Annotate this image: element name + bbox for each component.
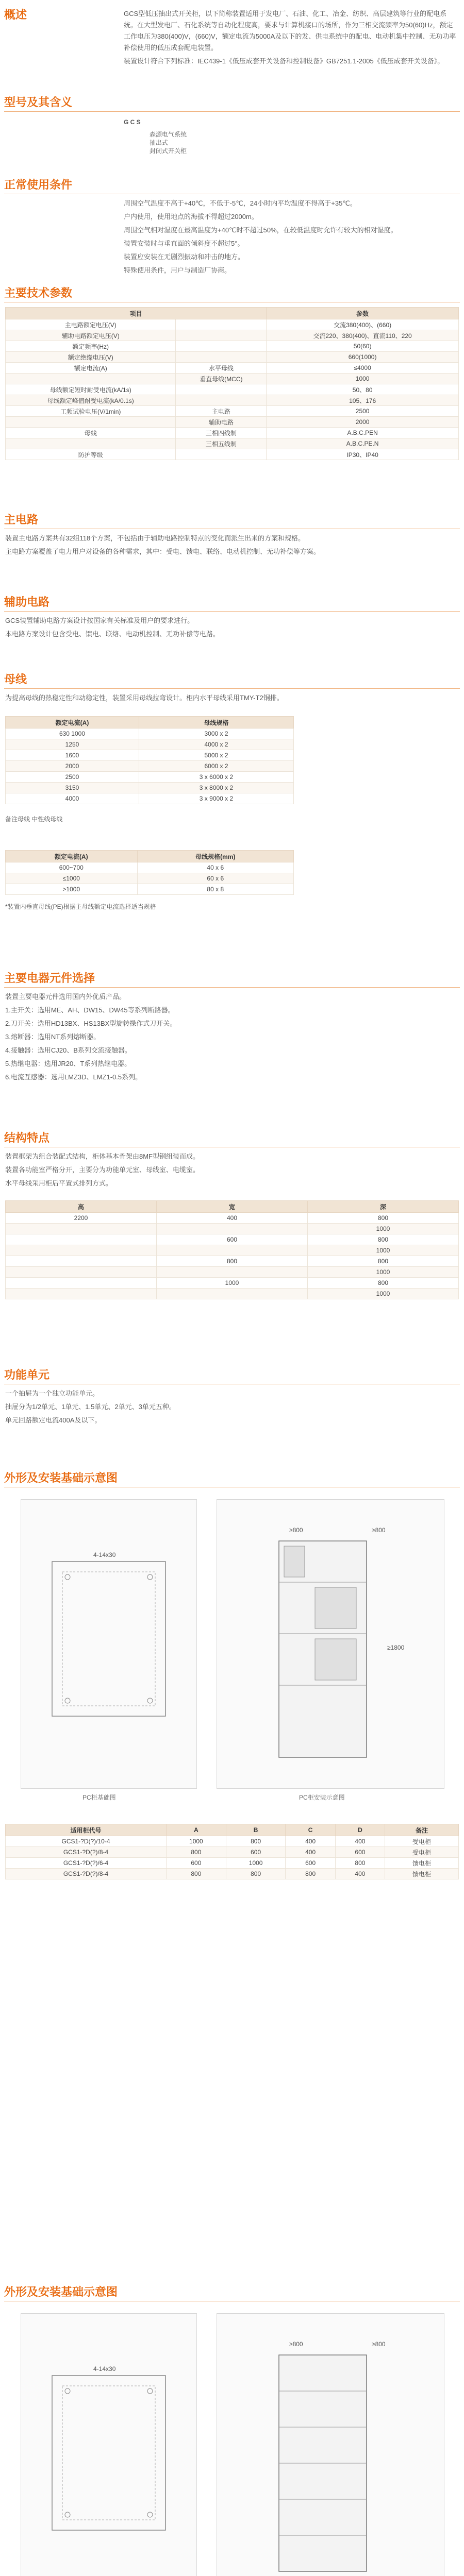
- components-section: [0, 963, 464, 1113]
- table-cell: 交流220、380(400)、直流110、220: [267, 330, 459, 341]
- table-cell: 600: [335, 1847, 385, 1858]
- conditions-section: [0, 170, 464, 274]
- table-cell: 1000: [226, 1858, 286, 1869]
- table-cell: A.B.C.PE.N: [267, 438, 459, 449]
- dimensions-bullets: [5, 1151, 459, 1191]
- params-title: 主要技术参数: [4, 286, 73, 299]
- table-cell: [6, 1267, 157, 1278]
- table-cell: [6, 1289, 157, 1299]
- table-row: [6, 363, 459, 374]
- table-row: [6, 761, 294, 772]
- table-row: [6, 884, 294, 895]
- functional-paragraph: 单元回路额定电流400A及以下。: [5, 1416, 102, 1424]
- params-section: [0, 278, 464, 495]
- table-header: B: [226, 1824, 286, 1836]
- table-cell: 主电路额定电压(V): [6, 319, 176, 330]
- table-cell: 400: [286, 1836, 335, 1847]
- model-label: 森源电气系统: [150, 131, 187, 138]
- params-table-wrap: [5, 307, 459, 460]
- foundation-icon: [21, 1500, 196, 1788]
- model-title: 型号及其含义: [4, 96, 73, 109]
- busbar-header: 额定电流(A): [6, 717, 139, 728]
- table-row: [6, 374, 459, 384]
- dimensions-table: [5, 1200, 459, 1299]
- model-section: [0, 88, 464, 160]
- table-cell: [157, 1224, 308, 1234]
- table-cell: 馈电柜: [385, 1858, 459, 1869]
- table-cell: GCS1-?D(?)/8-4: [6, 1869, 167, 1879]
- condition-item: 装置应安装在无剧烈振动和冲击的地方。: [124, 253, 245, 261]
- dimensions-header: 宽: [157, 1201, 308, 1213]
- table-row: [6, 428, 459, 438]
- table-cell: 800: [167, 1847, 226, 1858]
- table-cell: 3 x 9000 x 2: [139, 793, 293, 804]
- table-cell: 2200: [6, 1213, 157, 1224]
- table-cell: 受电柜: [385, 1836, 459, 1847]
- table-cell: 垂直母线(MCC): [176, 374, 267, 384]
- table-cell: [176, 319, 267, 330]
- table-cell: 105、176: [267, 395, 459, 406]
- table-row: [6, 873, 294, 884]
- table-cell: 1000: [308, 1245, 459, 1256]
- model-diagram: [124, 118, 258, 155]
- components-paragraph: 3.熔断器：选用NT系列熔断器。: [5, 1033, 101, 1041]
- table-cell: >1000: [6, 884, 138, 895]
- table-cell: [6, 1278, 157, 1289]
- table-cell: 50、80: [267, 384, 459, 395]
- table-cell: 母线额定短时耐受电流(kA/1s): [6, 384, 176, 395]
- table-cell: 3150: [6, 783, 139, 793]
- table-cell: 1250: [6, 739, 139, 750]
- components-paragraph: 5.热继电器：选用JR20、T系列热继电器。: [5, 1060, 131, 1067]
- table-cell: 1000: [308, 1267, 459, 1278]
- table-cell: 800: [308, 1278, 459, 1289]
- table-cell: ≤4000: [267, 363, 459, 374]
- condition-item: 装置安装时与垂直面的倾斜度不超过5°。: [124, 240, 244, 247]
- dimensions-title: 结构特点: [4, 1131, 50, 1144]
- main-circuit-text: [5, 533, 459, 560]
- condition-item: 周围空气相对湿度在最高温度为+40℃时不超过50%，在较低温度时允许有较大的相对湿度。: [124, 226, 397, 234]
- dimensions-section: [0, 1123, 464, 1350]
- table-cell: 工频试验电压(V/1min): [6, 406, 176, 417]
- aux-circuit-paragraph: 本电路方案设计包含受电、馈电、联络、电动机控制、无功补偿等电路。: [5, 630, 220, 638]
- functional-paragraph: 抽屉分为1/2单元、1单元、1.5单元、2单元、3单元五种。: [5, 1403, 176, 1411]
- overview-paragraph: GCS型低压抽出式开关柜，以下简称装置适用于发电厂、石油、化工、冶金、纺织、高层建筑等行业的配电系统。在大型发电厂、石化系统等自动化程度高，要求与计算机接口的场所，作为三相交流频率为50(60)Hz，额定工作电压为380(400)V，(660)V，额定电流为5000A及以下的发、供电系统中的配电、电动机集中控制、无功功率补偿使用的低压成套配电装置。: [124, 10, 456, 52]
- dimensions-table-wrap: [5, 1200, 459, 1299]
- table-cell: [176, 384, 267, 395]
- aux-circuit-text: [5, 615, 459, 642]
- busbar-table2-wrap: [5, 850, 294, 895]
- table-row: [6, 330, 459, 341]
- table-cell: 3 x 8000 x 2: [139, 783, 293, 793]
- busbar-title: 母线: [4, 673, 27, 686]
- table-row: [6, 438, 459, 449]
- cabinet-icon: [217, 2314, 444, 2576]
- table-row: [6, 352, 459, 363]
- table-cell: GCS1-?D(?)/8-4: [6, 1847, 167, 1858]
- components-paragraph: 4.接触器：选用CJ20、B系列交流接触器。: [5, 1046, 131, 1054]
- table-cell: 交流380(400)、(660): [267, 319, 459, 330]
- params-table: [5, 307, 459, 460]
- table-cell: 三相五线制: [176, 438, 267, 449]
- main-circuit-section: [0, 505, 464, 577]
- table-row: [6, 1869, 459, 1879]
- busbar-section: [0, 665, 464, 953]
- table-cell: 4000 x 2: [139, 739, 293, 750]
- table-cell: [157, 1267, 308, 1278]
- table-cell: 母线额定峰值耐受电流(kA/0.1s): [6, 395, 176, 406]
- table-cell: [176, 330, 267, 341]
- table-cell: 水平母线: [176, 363, 267, 374]
- cabinet-icon: [217, 1500, 444, 1788]
- table-row: [6, 384, 459, 395]
- table-cell: [6, 1234, 157, 1245]
- table-cell: 母线: [6, 428, 176, 438]
- table-cell: 1000: [167, 1836, 226, 1847]
- table-cell: 800: [157, 1256, 308, 1267]
- table-header: A: [167, 1824, 226, 1836]
- table-cell: 400: [286, 1847, 335, 1858]
- table-cell: 1000: [308, 1224, 459, 1234]
- components-text: [5, 991, 459, 1085]
- table-row: [6, 772, 294, 783]
- table-cell: 额定电流(A): [6, 363, 176, 374]
- table-cell: 600: [157, 1234, 308, 1245]
- divider: [4, 611, 460, 612]
- table-cell: A.B.C.PEN: [267, 428, 459, 438]
- table-cell: 2000: [267, 417, 459, 428]
- params-header: 项目: [6, 308, 267, 319]
- table-cell: 1000: [308, 1289, 459, 1299]
- table-header: C: [286, 1824, 335, 1836]
- table-cell: [176, 395, 267, 406]
- table-cell: [6, 1245, 157, 1256]
- components-title: 主要电器元件选择: [4, 972, 95, 985]
- conditions-list: [124, 198, 459, 278]
- table-row: [6, 1224, 459, 1234]
- table-cell: [6, 438, 176, 449]
- table-row: [6, 341, 459, 352]
- overview-text: [124, 8, 459, 69]
- install1-table: [5, 1824, 459, 1879]
- dim-label: 4-14x30: [93, 1551, 116, 1558]
- table-cell: 660(1000): [267, 352, 459, 363]
- table-cell: 主电路: [176, 406, 267, 417]
- table-row: [6, 1245, 459, 1256]
- install2-title: 外形及安装基础示意图: [4, 2285, 118, 2298]
- components-paragraph: 装置主要电器元件选用国内外优质产品。: [5, 993, 126, 1001]
- table-row: [6, 449, 459, 460]
- install1-title: 外形及安装基础示意图: [4, 1471, 118, 1484]
- table-cell: 3000 x 2: [139, 728, 293, 739]
- table-cell: 辅助电路: [176, 417, 267, 428]
- condition-item: 特殊使用条件，用户与制造厂协商。: [124, 266, 231, 274]
- table-cell: 1000: [267, 374, 459, 384]
- dimensions-bullet: 装置各功能室严格分开，主要分为功能单元室、母线室、电缆室。: [5, 1166, 200, 1174]
- busbar-note: 备注母线 中性线母线: [5, 816, 63, 823]
- params-header: 参数: [267, 308, 459, 319]
- condition-item: 户内使用，使用地点的海拔不得超过2000m。: [124, 213, 258, 221]
- main-circuit-paragraph: 装置主电路方案共有32组118个方案，不包括由于辅助电路控制特点的变化而派生出来的方案和规格。: [5, 534, 305, 542]
- table-cell: 800: [226, 1869, 286, 1879]
- foundation-icon: [21, 2314, 196, 2576]
- table-cell: 600: [226, 1847, 286, 1858]
- table-cell: 800: [286, 1869, 335, 1879]
- pc-install-caption: PC柜安装示意图: [299, 1794, 345, 1801]
- table-row: [6, 728, 294, 739]
- divider: [4, 688, 460, 689]
- busbar-table: [5, 716, 294, 804]
- install1-section: [0, 1463, 464, 2267]
- table-cell: 400: [157, 1213, 308, 1224]
- table-cell: 400: [335, 1836, 385, 1847]
- dim-label: 4-14x30: [93, 2365, 116, 2372]
- pc-foundation-caption: PC柜基础图: [82, 1794, 116, 1801]
- dim-label: ≥800: [372, 1527, 386, 1534]
- table-cell: 600: [167, 1858, 226, 1869]
- divider: [4, 987, 460, 988]
- table-cell: 800: [308, 1234, 459, 1245]
- dim-label: ≥800: [289, 1527, 303, 1534]
- table-row: [6, 1836, 459, 1847]
- table-row: [6, 793, 294, 804]
- table-cell: 1000: [157, 1278, 308, 1289]
- table-cell: 受电柜: [385, 1847, 459, 1858]
- dim-label: ≥1800: [387, 1644, 405, 1651]
- functional-title: 功能单元: [4, 1368, 50, 1381]
- table-cell: 800: [226, 1836, 286, 1847]
- divider: [4, 111, 460, 112]
- table-cell: IP30、IP40: [267, 449, 459, 460]
- table-row: [6, 1847, 459, 1858]
- table-cell: 600: [286, 1858, 335, 1869]
- table-row: [6, 750, 294, 761]
- table-cell: [176, 449, 267, 460]
- table-cell: 5000 x 2: [139, 750, 293, 761]
- table-cell: 额定绝缘电压(V): [6, 352, 176, 363]
- busbar-note: *装置内垂直母线(PE)根据主母线额定电流选择适当规格: [5, 903, 156, 910]
- model-code: G C S: [124, 118, 141, 126]
- table-row: [6, 739, 294, 750]
- overview-paragraph: 装置设计符合下列标准：IEC439-1《低压成套开关设备和控制设备》GB7251.1-2005《低压成套开关设备》。: [124, 57, 444, 65]
- table-cell: 40 x 6: [137, 862, 293, 873]
- table-row: [6, 1234, 459, 1245]
- table-cell: [157, 1245, 308, 1256]
- table-row: [6, 395, 459, 406]
- table-row: [6, 1289, 459, 1299]
- components-paragraph: 1.主开关：选用ME、AH、DW15、DW45等系列断路器。: [5, 1006, 175, 1014]
- busbar-intro: 为提高母线的热稳定性和动稳定性，装置采用母线拉弯设计。柜内水平母线采用TMY-T2铜排。: [5, 694, 284, 702]
- dim-label: ≥800: [289, 2341, 303, 2348]
- table-cell: 辅助电路额定电压(V): [6, 330, 176, 341]
- table-cell: [157, 1289, 308, 1299]
- pc-install-drawing: [217, 1499, 444, 1789]
- table-cell: 4000: [6, 793, 139, 804]
- table-row: [6, 1213, 459, 1224]
- table-row: [6, 1278, 459, 1289]
- table-cell: 2000: [6, 761, 139, 772]
- table-cell: 3 x 6000 x 2: [139, 772, 293, 783]
- table-cell: 馈电柜: [385, 1869, 459, 1879]
- dimensions-header: 高: [6, 1201, 157, 1213]
- functional-text: [5, 1388, 459, 1428]
- table-cell: 630 1000: [6, 728, 139, 739]
- busbar-table1-wrap: [5, 716, 294, 804]
- overview-title: 概述: [4, 8, 27, 21]
- main-circuit-paragraph: 主电路方案覆盖了电力用户对设备的各种需求，其中：受电、馈电、联络、电动机控制、无功补偿等方案。: [5, 548, 321, 555]
- table-header-row: [6, 1824, 459, 1836]
- busbar-header: 额定电流(A): [6, 851, 138, 862]
- table-row: [6, 417, 459, 428]
- table-cell: [6, 1256, 157, 1267]
- overview-section: [0, 0, 464, 77]
- table-header: 适用柜代号: [6, 1824, 167, 1836]
- components-paragraph: 2.刀开关：选用HD13BX、HS13BX型旋转操作式刀开关。: [5, 1020, 177, 1027]
- functional-section: [0, 1360, 464, 1453]
- table-cell: 60 x 6: [137, 873, 293, 884]
- table-cell: 三相四线制: [176, 428, 267, 438]
- table-row: [6, 783, 294, 793]
- conditions-title: 正常使用条件: [4, 178, 73, 191]
- table-cell: 额定频率(Hz): [6, 341, 176, 352]
- table-cell: ≤1000: [6, 873, 138, 884]
- table-row: [6, 1256, 459, 1267]
- condition-item: 周围空气温度不高于+40℃，不低于-5℃，24小时内平均温度不得高于+35℃。: [124, 199, 357, 207]
- aux-circuit-paragraph: GCS装置辅助电路方案设计按国家有关标准及用户的要求进行。: [5, 617, 194, 624]
- table-cell: 800: [308, 1213, 459, 1224]
- aux-circuit-title: 辅助电路: [4, 596, 50, 608]
- table-row: [6, 1858, 459, 1869]
- table-row: [6, 1267, 459, 1278]
- table-cell: 1600: [6, 750, 139, 761]
- busbar-table: [5, 850, 294, 895]
- busbar-header: 母线规格: [139, 717, 293, 728]
- model-label: 抽出式: [150, 139, 169, 146]
- table-cell: 800: [167, 1869, 226, 1879]
- main-circuit-title: 主电路: [4, 513, 39, 526]
- dimensions-bullet: 装置框架为组合装配式结构，柜体基本骨架由8MF型钢组装而成。: [5, 1153, 200, 1160]
- table-cell: 50(60): [267, 341, 459, 352]
- install2-section: [0, 2277, 464, 2576]
- table-cell: [6, 1224, 157, 1234]
- table-cell: 800: [308, 1256, 459, 1267]
- dim-label: ≥800: [372, 2341, 386, 2348]
- functional-paragraph: 一个抽屉为一个独立功能单元。: [5, 1389, 100, 1397]
- mcc-foundation-drawing: [21, 2313, 197, 2576]
- table-cell: 400: [335, 1869, 385, 1879]
- table-header: D: [335, 1824, 385, 1836]
- table-header: 备注: [385, 1824, 459, 1836]
- table-cell: 2500: [267, 406, 459, 417]
- table-row: [6, 862, 294, 873]
- table-cell: 6000 x 2: [139, 761, 293, 772]
- table-cell: GCS1-?D(?)/6-4: [6, 1858, 167, 1869]
- dimensions-header: 深: [308, 1201, 459, 1213]
- components-paragraph: 6.电流互感器：选用LMZ3D、LMZ1-0.5系列。: [5, 1073, 142, 1081]
- table-cell: 600~700: [6, 862, 138, 873]
- table-cell: [176, 341, 267, 352]
- table-row: [6, 406, 459, 417]
- table-cell: 80 x 8: [137, 884, 293, 895]
- pc-foundation-drawing: [21, 1499, 197, 1789]
- aux-circuit-section: [0, 587, 464, 654]
- busbar-header: 母线规格(mm): [137, 851, 293, 862]
- table-cell: 2500: [6, 772, 139, 783]
- mcc-install-drawing: [217, 2313, 444, 2576]
- table-cell: 防护等级: [6, 449, 176, 460]
- table-cell: [6, 374, 176, 384]
- table-cell: GCS1-?D(?)/10-4: [6, 1836, 167, 1847]
- table-cell: [6, 417, 176, 428]
- table-row: [6, 319, 459, 330]
- table-cell: 800: [335, 1858, 385, 1869]
- model-label: 封闭式开关柜: [150, 147, 187, 155]
- table-cell: [176, 352, 267, 363]
- dimensions-bullet: 水平母线采用柜后平置式排列方式。: [5, 1179, 113, 1187]
- install1-table-wrap: [5, 1824, 459, 1879]
